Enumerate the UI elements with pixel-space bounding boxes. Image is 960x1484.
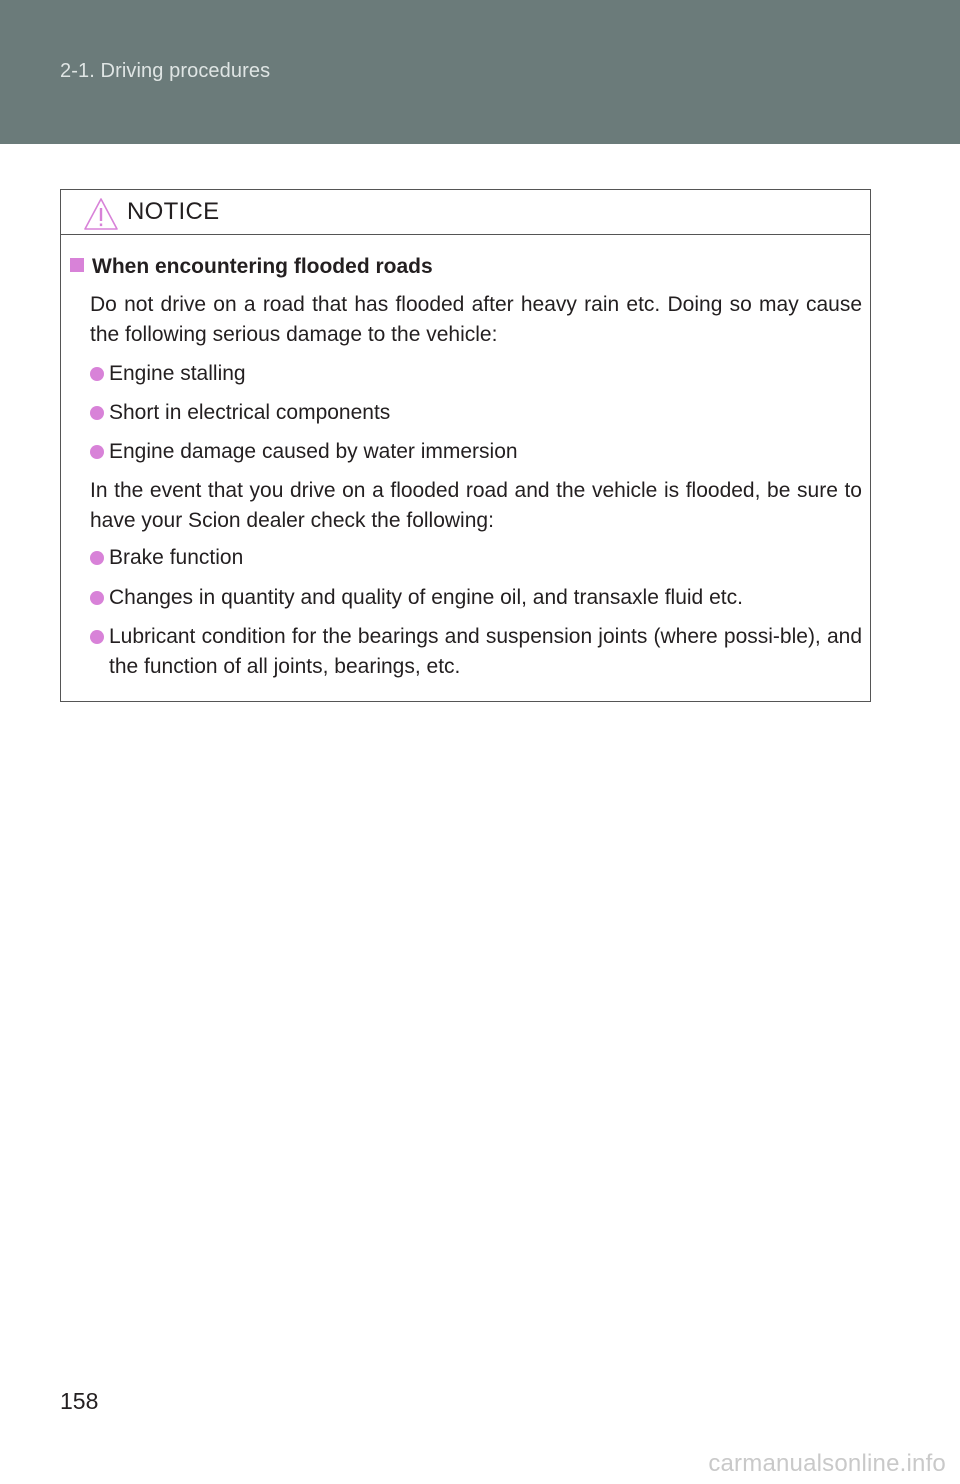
list-item [90, 437, 862, 467]
warning-triangle-icon [83, 197, 119, 231]
circle-bullet-icon [90, 591, 104, 605]
list-item [90, 583, 862, 613]
circle-bullet-icon [90, 406, 104, 420]
section-heading [70, 255, 433, 279]
notice-box [60, 189, 871, 702]
list-item-text: Lubricant condition for the bearings and suspension joints (where possi-ble), and the function of all joints, bearings, etc. [109, 625, 862, 678]
intro-paragraph: Do not drive on a road that has flooded after heavy rain etc. Doing so may cause the following serious damage to the vehicle: [90, 293, 862, 346]
circle-bullet-icon [90, 551, 104, 565]
watermark: carmanualsonline.info [708, 1450, 946, 1477]
list-item-text: Short in electrical components [109, 401, 391, 424]
page-number: 158 [60, 1388, 99, 1414]
section-title: 2-1. Driving procedures [60, 60, 271, 82]
notice-label: NOTICE [127, 198, 220, 225]
list-item [90, 398, 862, 428]
list-item-text: Brake function [109, 546, 244, 569]
followup-paragraph: In the event that you drive on a flooded road and the vehicle is flooded, be sure to have your Scion dealer check the following: [90, 479, 862, 532]
circle-bullet-icon [90, 367, 104, 381]
square-bullet-icon [70, 258, 84, 272]
list-item [90, 622, 862, 682]
list-item-text: Changes in quantity and quality of engine oil, and transaxle fluid etc. [109, 586, 743, 609]
list-item-text: Engine damage caused by water immersion [109, 440, 518, 463]
list-item [90, 543, 862, 573]
circle-bullet-icon [90, 630, 104, 644]
list-item [90, 359, 862, 389]
section-heading-text: When encountering flooded roads [92, 255, 433, 278]
header-band [0, 0, 960, 144]
circle-bullet-icon [90, 445, 104, 459]
notice-header [61, 190, 870, 235]
list-item-text: Engine stalling [109, 362, 246, 385]
